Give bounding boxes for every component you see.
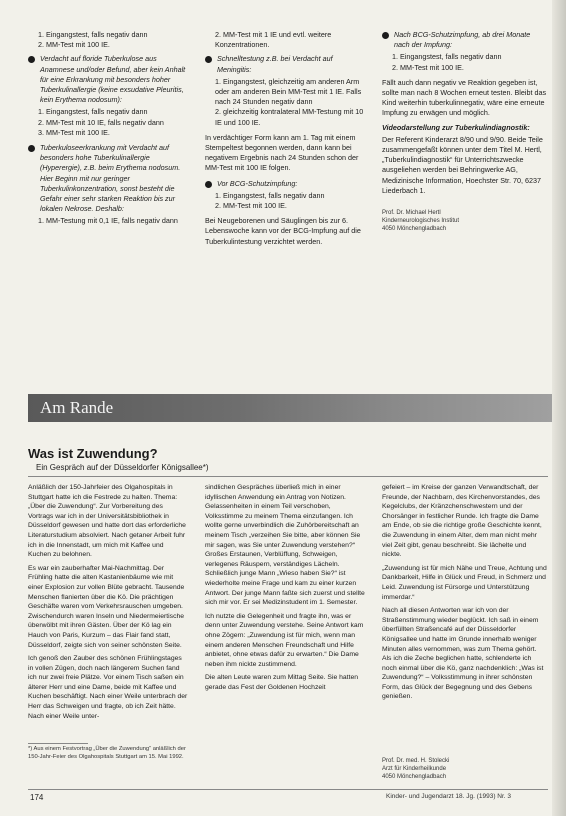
footnote-rule (28, 743, 88, 744)
bullet-text: Tuberkuloseerkrankung mit Verdacht auf besonders hohe Tuberkulinallergie (Hyperergie), z.B. beim Erythema nodosum. Hier Beginn mit nur geringer Tuberkulinkonzentration, sonst besteht die Gefahr einer sehr starken Reaktion bis zur lokalen Nekrose. Deshalb: (40, 143, 181, 214)
bullet-floride-tuberkulose: Verdacht auf floride Tuberkulose aus Anamnese und/oder Befund, aber kein Anhalt für eine Erkrankung mit besonders hoher Tuberkulinallergie (keine exsudative Pleuritis, kein Erythema nodosum): (28, 54, 188, 105)
list-item: 1. MM-Testung mit 0,1 IE, falls negativ dann (38, 216, 178, 226)
paragraph: In verdächtiger Form kann am 1. Tag mit einem Stempeltest begonnen werden, dann kann bei negativem Ergebnis nach 24 Stunden schon der MM-Test mit 100 IE folgen. (205, 132, 359, 173)
list-item: 1. Eingangstest, falls negativ dann (38, 107, 148, 117)
article-subtitle: Ein Gespräch auf der Düsseldorfer Königsallee*) (36, 463, 209, 472)
author-block (382, 210, 547, 233)
author-name: Prof. Dr. med. H. Stolecki (382, 758, 450, 764)
list-item: 2. MM-Test mit 100 IE. (215, 201, 287, 211)
paragraph: Ich nutzte die Gelegenheit und fragte ihn, was er denn unter Zuwendung verstehe. Seine Antwort kam ohne Zögern: „Zuwendung ist für mich, wenn man einem anderen Menschen Freundschaft und Hilfe anbietet, ohne etwas dafür zu erwarten.“ Die Dame neben ihm nickte zustimmend. (205, 612, 364, 668)
list-item: 3. MM-Test mit 100 IE. (38, 127, 110, 137)
paragraph: Es war ein zauberhafter Mai-Nachmittag. Der Frühling hatte die alten Kastanienbäume wie mit einer Explosion zur vollen Blüte gebracht. Tausende Menschen flanierten über die Kö. Die prächtigen Geschäfte waren vom Verkehrsrauschen umgeben. Zwischendurch waren Inseln und Niedermeiertische überwölbt mit ihren Gästen. Über der Kö lag ein Hauch von Paris, Kurzum – das Flair fand statt, Düsseldorf, zeigte sich von seiner schönsten Seite. (28, 564, 185, 649)
list-item: 2. MM-Test mit 100 IE. (392, 62, 464, 72)
author-affiliation: Kinderneurologisches Institut (382, 217, 460, 224)
article-title: Was ist Zuwendung? (28, 446, 158, 461)
top-column-2 (205, 30, 365, 251)
paragraph: Nach all diesen Antworten war ich von der Straßenstimmung wieder beglückt. Ich saß in einem überfüllten Straßencafé auf der Düsseldorfer Königsallee und hatte im Grunde innerhalb weniger Minuten alles vernommen, was zum Thema gehört. Als ich die Zeche beglichen hatte, schlenderte ich noch einmal über die Kö, ganz nachdenklich: „Was ist Zuwendung?“ – Volksstimmung in ihrer schönsten Form, das Glück der Begegnung und des Gebens genießen. (382, 607, 544, 701)
paragraph: „Zuwendung ist für mich Nähe und Treue, Achtung und Dankbarkeit, Hilfe in Glück und Freud, in Schmerz und Leid. Zuwendung ist Fürsorge und Unterstützung immerdar.“ (382, 564, 547, 601)
bullet-hyperergie (28, 143, 188, 214)
author-city: 4050 Mönchengladbach (382, 773, 447, 780)
list-item: 2. MM-Test mit 1 IE und evtl. weitere Konzentrationen. (215, 30, 332, 50)
author-name: Prof. Dr. Michael Hertl (382, 210, 441, 217)
page-number: 174 (30, 793, 44, 802)
article-author-block (382, 758, 542, 781)
paragraph: Bei Neugeborenen und Säuglingen bis zur 6. Lebenswoche kann vor der BCG-Impfung auf die Tuberkulintestung verzichtet werden. (205, 216, 361, 246)
paragraph: Ich genoß den Zauber des schönen Frühlingstages in vollen Zügen, doch nach längerem Suchen fand ich nur zwei freie Plätze. Vor einem Tisch saßen ein älterer Herr und eine Dame, beide mit Kaffee und Kuchen beschäftigt. Nach einer Weile unterbrach der Herr das Schweigen und fragte, ob ich Zeit hätte. Nach einer Weile unter- (28, 655, 188, 720)
list-item: 1. Eingangstest, falls negativ dann (38, 30, 148, 39)
article-column-3 (382, 483, 547, 753)
paragraph: Der Referent Kinderarzt 8/90 und 9/90. Beide Teile zusammengefaßt können unter dem Titel M. Hertl, „Tuberkulindiagnostik“ für Unterrichtszwecke ausgeliehen werden bei Behringwerke AG, Medizinische Information, Hoechster Str. 70, 6237 Liederbach 1. (382, 134, 543, 195)
paragraph: Die alten Leute waren zum Mittag Seite. Sie hatten gerade das Fest der Goldenen Hochzeit (205, 674, 359, 691)
bullet-list-bcg (205, 191, 365, 211)
title-rule (28, 476, 548, 477)
bullet-schnelltestung: Schnelltestung z.B. bei Verdacht auf Meningitis: (205, 54, 365, 74)
article-column-1 (28, 483, 188, 741)
list-item: 2. MM-Test mit 10 IE, falls negativ dann (38, 117, 164, 127)
bullet-list-nach-bcg (382, 52, 547, 72)
paragraph: gefeiert – im Kreise der ganzen Verwandtschaft, der Freunde, der Nachbarn, des Kirchenvorstandes, des Kegelclubs, der Kränzchenschwestern und der Chorsänger in festlicher Runde. Ich fragte die Dame am Ende, ob sie die richtige große Geschichte kennt, die Zuwendung in einem Alter, dem man nicht mehr viel Zeit gibt, genau beschreibt. Sie lächelte und nickte. (382, 484, 542, 559)
list-item: 1. Eingangstest, falls negativ dann (392, 52, 502, 62)
bullet-list-schnell (205, 77, 365, 128)
bullet-nach-bcg: Nach BCG-Schutzimpfung, ab drei Monate nach der Impfung: (382, 30, 547, 50)
list-item: 2. gleichzeitig kontralateral MM-Testung mit 10 IE und 100 IE. (215, 107, 364, 127)
paragraph: Fällt auch dann negativ ve Reaktion gegeben ist, sollte man nach 8 Wochen erneut testen. Bleibt das Kind weiterhin tuberkulinnegativ, wäre eine erneute Impfung zu erwägen und möglich. (382, 77, 547, 118)
author-city: 4050 Mönchengladbach (382, 225, 447, 232)
bullet-bcg: Vor BCG-Schutzimpfung: (205, 179, 365, 189)
footer-rule (28, 789, 548, 790)
top-column-3 (382, 30, 547, 233)
journal-citation: Kinder- und Jugendarzt 18. Jg. (1993) Nr. 3 (386, 793, 512, 800)
binding-gutter (552, 0, 566, 816)
bullet-list-1 (28, 107, 188, 138)
top-list-1 (28, 30, 188, 50)
bullet-list-2 (28, 216, 188, 226)
list-item: 2. MM-Test mit 100 IE. (38, 40, 110, 50)
section-heading: Videodarstellung zur Tuberkulindiagnostik: (382, 122, 530, 132)
top-list-2 (205, 30, 365, 50)
author-affiliation: Arzt für Kinderheilkunde (382, 765, 447, 772)
section-banner (28, 394, 552, 422)
paragraph: sindlichen Gespräches überließ mich in einer idyllischen Anwendung ein Antrag von Notizen. Gelassenheiten in einem Teil verschoben, Volksstimme zu meinem Thema einzufangen. Ich wollte gerne unverbindlich die Zuhörbereitschaft an meinem Tisch „verzeihen Sie bitte, aber können Sie mir sagen, was Sie unter Zuwendung verstehen?“ Großes Erstaunen, Verblüffung, Schweigen, verlegenes Räuspern, verständiges Lächeln. Schließlich junge Mann „Wieso haben Sie?“ ist wiederholte meine Frage und kam zu einer kurzen Antwort. Der junge Mann faßte sich zuerst und stellte sich mir vor. Er sei Medizinstudent im 1. Semester. (205, 484, 365, 607)
banner-title: Am Rande (40, 398, 114, 417)
paragraph: Anläßlich der 150-Jahrfeier des Olgahospitals in Stuttgart hatte ich die Festrede zu halten. Thema: „Über die Zuwendung“. Zur Vorbereitung des Vortrags war ich in der Universitätsbibliothek in Düsseldorf gewesen und hatte dort das erforderliche Literaturstudium absolviert. Nach getaner Arbeit fuhr ich in die Innenstadt, um mich mit Kaffee und Kuchen zu belohnen. (28, 484, 186, 559)
list-item: 1. Eingangstest, falls negativ dann (215, 190, 325, 200)
article-column-2 (205, 483, 365, 783)
list-item: 1. Eingangstest, gleichzeitig am anderen Arm oder am anderen Bein MM-Test mit 1 IE. Falls nach 24 Stunden negativ dann (215, 76, 362, 107)
footnote: *) Aus einem Festvortrag „Über die Zuwendung“ anläßlich der 150-Jahr-Feier des Olgahospitals Stuttgart am 15. Mai 1992. (28, 746, 186, 760)
top-column-1 (28, 30, 188, 227)
